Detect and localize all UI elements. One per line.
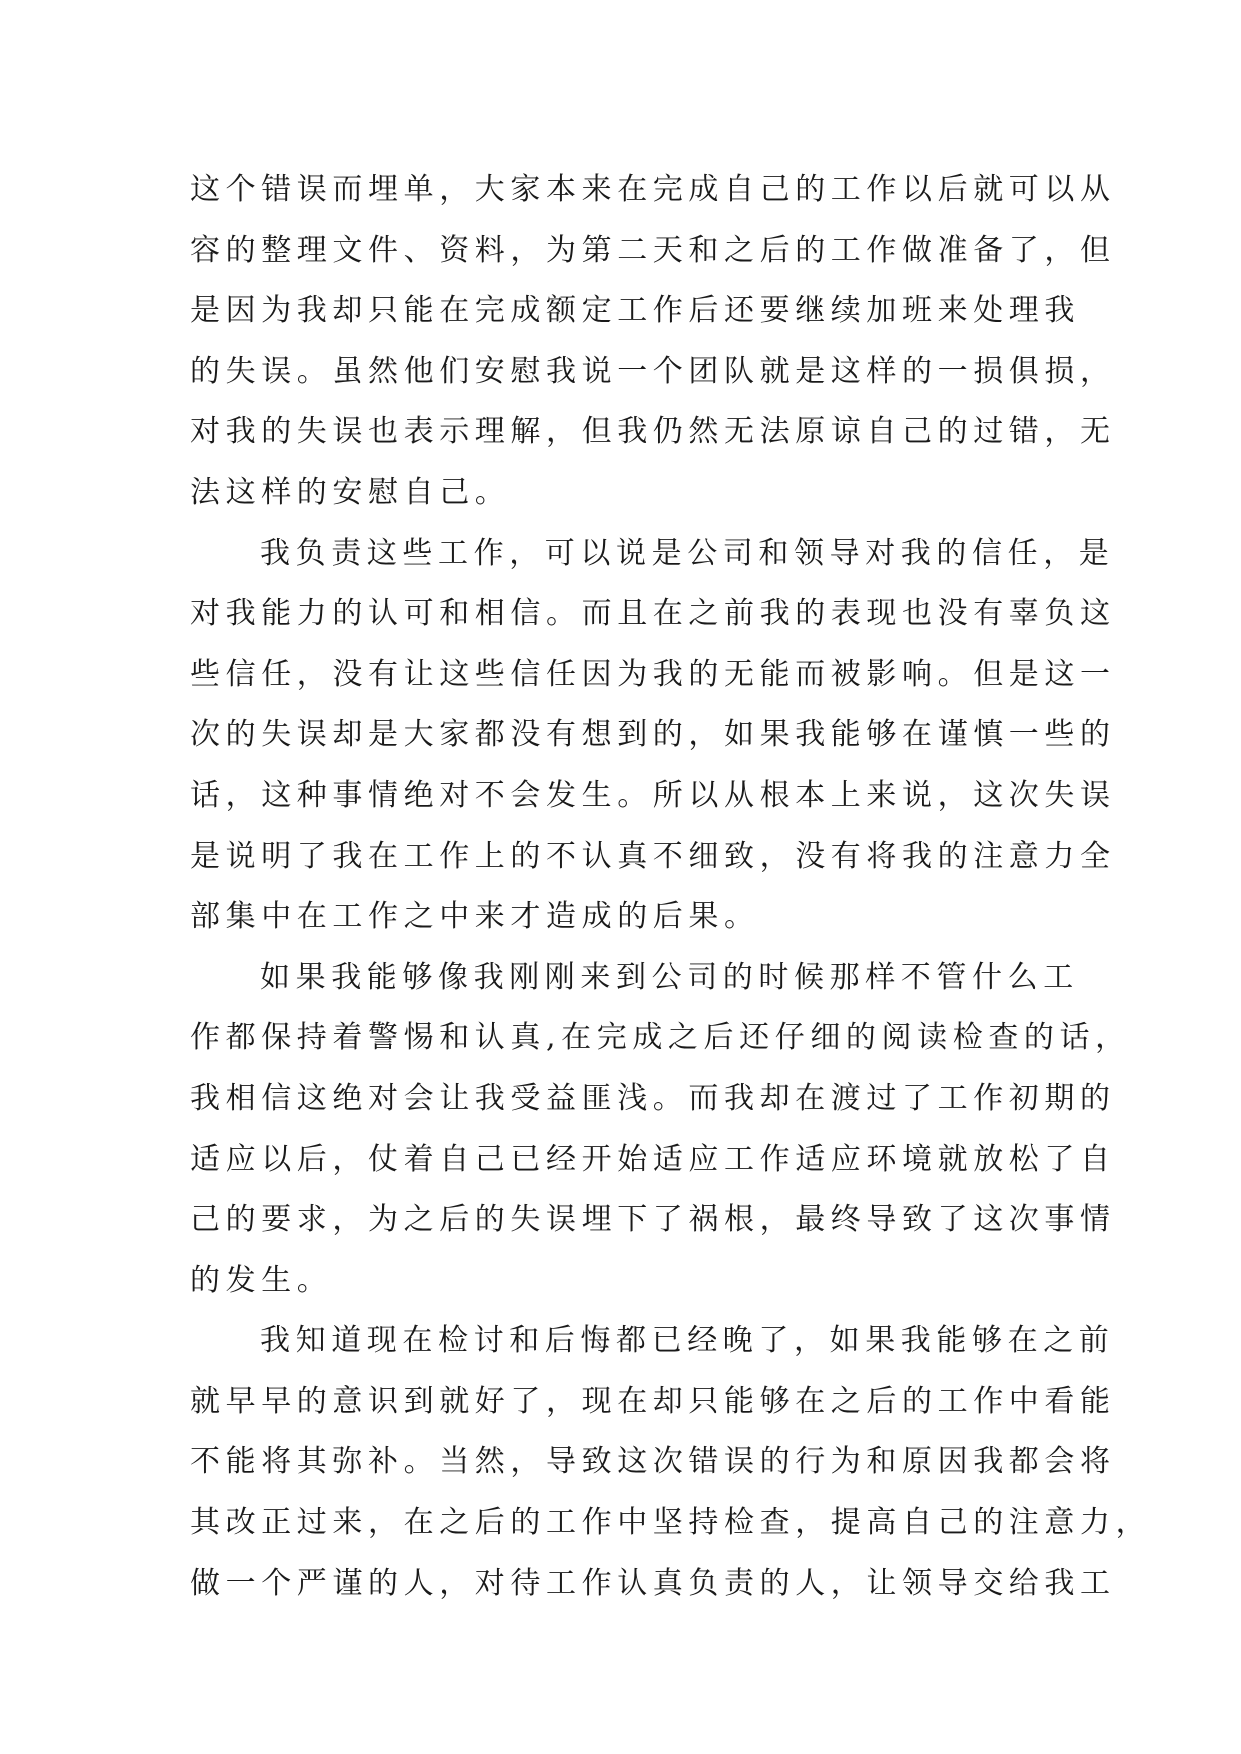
text-line: 不能将其弥补。当然，导致这次错误的行为和原因我都会将 bbox=[190, 1444, 1116, 1480]
text-line: 容的整理文件、资料，为第二天和之后的工作做准备了，但 bbox=[190, 232, 1116, 268]
text-line: 作都保持着警惕和认真,在完成之后还仔细的阅读检查的话， bbox=[190, 1020, 1131, 1056]
document-body bbox=[190, 160, 1152, 1614]
text-line: 是因为我却只能在完成额定工作后还要继续加班来处理我 bbox=[190, 293, 1080, 329]
paragraph-first-line: 我负责这些工作，可以说是公司和领导对我的信任，是 bbox=[260, 535, 1115, 571]
text-line: 己的要求，为之后的失误埋下了祸根，最终导致了这次事情 bbox=[190, 1202, 1116, 1238]
text-line: 是说明了我在工作上的不认真不细致，没有将我的注意力全 bbox=[190, 838, 1116, 874]
text-line: 就早早的意识到就好了，现在却只能够在之后的工作中看能 bbox=[190, 1383, 1116, 1419]
text-line: 做一个严谨的人，对待工作认真负责的人，让领导交给我工 bbox=[190, 1565, 1116, 1601]
text-line: 这个错误而埋单，大家本来在完成自己的工作以后就可以从 bbox=[190, 172, 1116, 207]
text-line: 部集中在工作之中来才造成的后果。 bbox=[190, 899, 760, 935]
paragraph-first-line: 我知道现在检讨和后悔都已经晚了，如果我能够在之前 bbox=[260, 1323, 1115, 1359]
text-line: 对我能力的认可和相信。而且在之前我的表现也没有辜负这 bbox=[190, 596, 1116, 632]
text-line: 的发生。 bbox=[190, 1262, 333, 1298]
paragraph-first-line: 如果我能够像我刚刚来到公司的时候那样不管什么工 bbox=[260, 959, 1079, 995]
text-line: 其改正过来，在之后的工作中坚持检查，提高自己的注意力， bbox=[190, 1505, 1152, 1541]
text-line: 对我的失误也表示理解，但我仍然无法原谅自己的过错，无 bbox=[190, 414, 1116, 450]
text-line: 适应以后，仗着自己已经开始适应工作适应环境就放松了自 bbox=[190, 1141, 1116, 1177]
text-line: 次的失误却是大家都没有想到的，如果我能够在谨慎一些的 bbox=[190, 717, 1116, 753]
text-line: 法这样的安慰自己。 bbox=[190, 474, 511, 510]
text-line: 我相信这绝对会让我受益匪浅。而我却在渡过了工作初期的 bbox=[190, 1080, 1116, 1116]
text-line: 的失误。虽然他们安慰我说一个团队就是这样的一损俱损， bbox=[190, 353, 1116, 389]
text-line: 话，这种事情绝对不会发生。所以从根本上来说，这次失误 bbox=[190, 777, 1116, 813]
text-line: 些信任，没有让这些信任因为我的无能而被影响。但是这一 bbox=[190, 656, 1116, 692]
